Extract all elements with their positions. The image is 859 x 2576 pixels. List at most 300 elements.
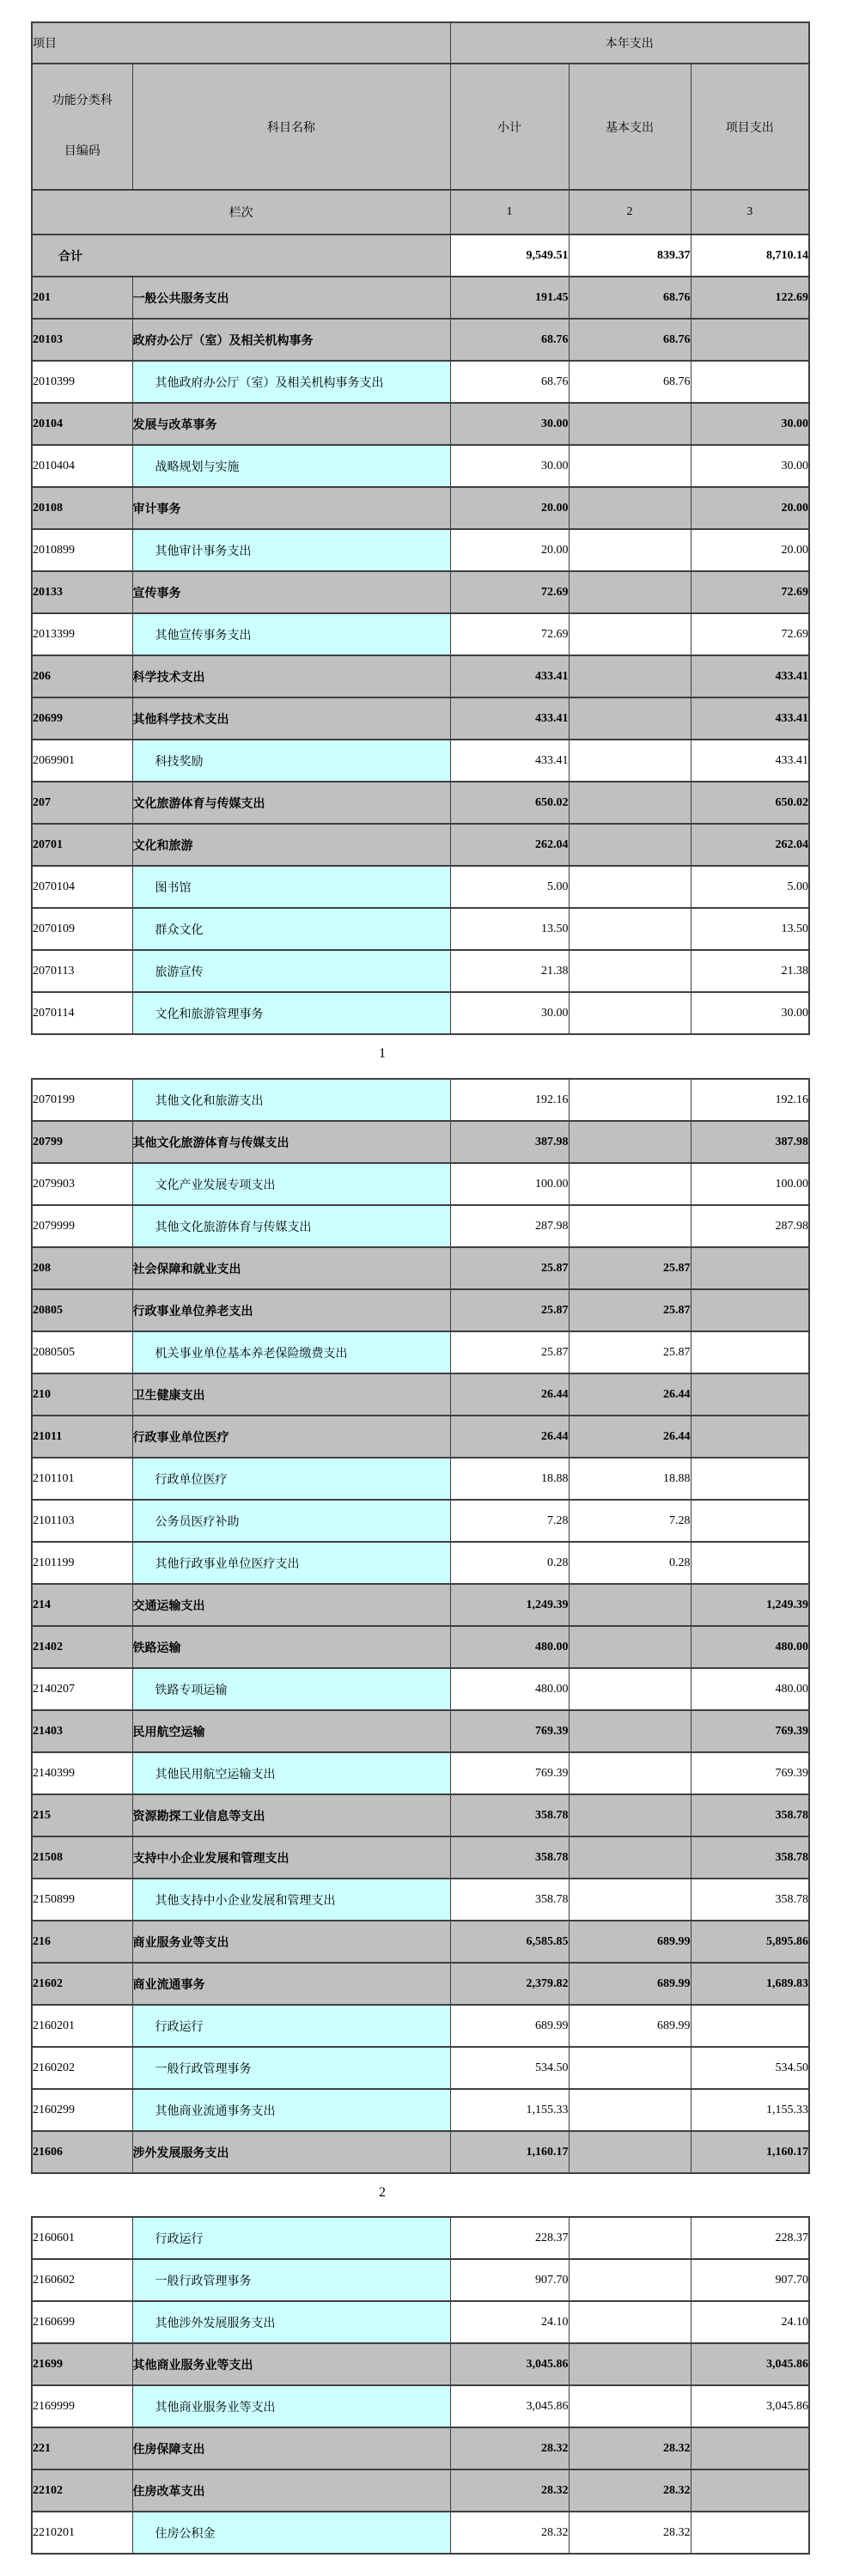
row-subtotal: 26.44 (450, 1416, 569, 1458)
row-project-expense (691, 1458, 809, 1500)
table-row (32, 1752, 809, 1794)
row-project-expense: 3,045.86 (691, 2385, 809, 2427)
row-subtotal: 262.04 (450, 824, 569, 866)
row-project-expense: 287.98 (691, 1205, 809, 1247)
row-function-code: 2210201 (32, 2512, 132, 2554)
function-code-label-line2: 目编码 (64, 145, 101, 158)
row-function-code: 2160299 (32, 2089, 132, 2131)
header-project-expense-label: 项目支出 (691, 64, 809, 190)
row-project-expense: 358.78 (691, 1879, 809, 1921)
row-basic-expense: 26.44 (569, 1416, 691, 1458)
table-row (32, 2089, 809, 2131)
row-basic-expense (569, 697, 691, 740)
row-basic-expense (569, 1079, 691, 1121)
table-row (32, 2047, 809, 2089)
row-subtotal: 433.41 (450, 697, 569, 740)
row-project-expense (691, 361, 809, 403)
row-project-expense: 650.02 (691, 782, 809, 824)
row-subtotal: 0.28 (450, 1542, 569, 1584)
row-basic-expense: 18.88 (569, 1458, 691, 1500)
row-subject-name: 审计事务 (132, 487, 450, 529)
row-basic-expense: 25.87 (569, 1247, 691, 1289)
row-subject-name: 住房改革支出 (132, 2469, 450, 2512)
table-row (32, 824, 809, 866)
row-basic-expense (569, 992, 691, 1034)
row-function-code: 21606 (32, 2131, 132, 2173)
row-subject-name: 文化和旅游管理事务 (132, 992, 450, 1034)
row-subject-name: 卫生健康支出 (132, 1373, 450, 1416)
table-row (32, 403, 809, 445)
table-row (32, 445, 809, 487)
row-function-code: 20805 (32, 1289, 132, 1331)
row-basic-expense: 68.76 (569, 277, 691, 319)
row-project-expense: 5,895.86 (691, 1921, 809, 1963)
row-project-expense: 122.69 (691, 277, 809, 319)
row-project-expense: 433.41 (691, 655, 809, 697)
column-index-3: 3 (691, 190, 809, 234)
row-subtotal: 769.39 (450, 1710, 569, 1752)
row-basic-expense (569, 1163, 691, 1205)
total-label: 合计 (32, 234, 450, 277)
row-project-expense (691, 1416, 809, 1458)
row-project-expense (691, 1331, 809, 1373)
row-subject-name: 住房保障支出 (132, 2427, 450, 2469)
row-basic-expense: 689.99 (569, 1963, 691, 2005)
row-subject-name: 其他行政事业单位医疗支出 (132, 1542, 450, 1584)
row-project-expense: 30.00 (691, 445, 809, 487)
table-row (32, 1963, 809, 2005)
row-function-code: 210 (32, 1373, 132, 1416)
row-function-code: 22102 (32, 2469, 132, 2512)
row-subtotal: 30.00 (450, 992, 569, 1034)
row-function-code: 207 (32, 782, 132, 824)
row-subtotal: 26.44 (450, 1373, 569, 1416)
total-basic: 839.37 (569, 234, 691, 277)
row-basic-expense (569, 613, 691, 655)
function-code-label-line1: 功能分类科 (52, 94, 113, 107)
table-row (32, 1584, 809, 1626)
row-subject-name: 群众文化 (132, 908, 450, 950)
table-row (32, 1794, 809, 1836)
row-subject-name: 其他宣传事务支出 (132, 613, 450, 655)
row-subject-name: 政府办公厅（室）及相关机构事务 (132, 319, 450, 361)
row-basic-expense (569, 2259, 691, 2301)
column-index-row (32, 190, 809, 234)
row-subtotal: 2,379.82 (450, 1963, 569, 2005)
row-subtotal: 769.39 (450, 1752, 569, 1794)
row-basic-expense (569, 782, 691, 824)
row-subtotal: 72.69 (450, 613, 569, 655)
row-project-expense (691, 319, 809, 361)
table-row (32, 2427, 809, 2469)
row-subject-name: 行政事业单位养老支出 (132, 1289, 450, 1331)
header-current-year-expense-label: 本年支出 (450, 22, 809, 64)
table-row (32, 487, 809, 529)
table-row (32, 2005, 809, 2047)
row-basic-expense (569, 1584, 691, 1626)
row-basic-expense (569, 529, 691, 571)
table-body-page-3 (32, 2217, 809, 2554)
row-subtotal: 30.00 (450, 445, 569, 487)
row-subject-name: 一般公共服务支出 (132, 277, 450, 319)
row-function-code: 20699 (32, 697, 132, 740)
row-function-code: 2013399 (32, 613, 132, 655)
table-row (32, 697, 809, 740)
row-project-expense: 480.00 (691, 1668, 809, 1710)
row-subtotal: 1,249.39 (450, 1584, 569, 1626)
top-margin (0, 0, 859, 21)
table-row (32, 992, 809, 1034)
row-function-code: 2080505 (32, 1331, 132, 1373)
row-basic-expense (569, 2217, 691, 2259)
row-project-expense: 192.16 (691, 1079, 809, 1121)
row-subtotal: 6,585.85 (450, 1921, 569, 1963)
row-subtotal: 100.00 (450, 1163, 569, 1205)
table-row (32, 1668, 809, 1710)
row-subtotal: 24.10 (450, 2301, 569, 2343)
table-row (32, 1836, 809, 1879)
row-subtotal: 534.50 (450, 2047, 569, 2089)
table-row (32, 866, 809, 908)
row-function-code: 2069901 (32, 740, 132, 782)
row-project-expense: 1,155.33 (691, 2089, 809, 2131)
row-basic-expense (569, 1121, 691, 1163)
table-body-page-2 (32, 1079, 809, 2173)
row-function-code: 2070199 (32, 1079, 132, 1121)
table-row (32, 1458, 809, 1500)
row-basic-expense (569, 866, 691, 908)
row-function-code: 206 (32, 655, 132, 697)
row-subtotal: 689.99 (450, 2005, 569, 2047)
row-subtotal: 68.76 (450, 361, 569, 403)
row-project-expense: 769.39 (691, 1752, 809, 1794)
row-basic-expense: 28.32 (569, 2427, 691, 2469)
table-row (32, 571, 809, 613)
row-function-code: 215 (32, 1794, 132, 1836)
table-row (32, 1921, 809, 1963)
row-subtotal: 358.78 (450, 1794, 569, 1836)
row-subtotal: 3,045.86 (450, 2343, 569, 2385)
row-basic-expense (569, 908, 691, 950)
row-subtotal: 18.88 (450, 1458, 569, 1500)
row-project-expense (691, 2512, 809, 2554)
budget-table-page-2 (31, 1078, 810, 2174)
row-basic-expense (569, 655, 691, 697)
table-row (32, 1163, 809, 1205)
row-subtotal: 358.78 (450, 1836, 569, 1879)
row-subject-name: 其他商业流通事务支出 (132, 2089, 450, 2131)
row-function-code: 21602 (32, 1963, 132, 2005)
row-function-code: 2169999 (32, 2385, 132, 2427)
row-project-expense: 433.41 (691, 740, 809, 782)
row-function-code: 221 (32, 2427, 132, 2469)
table-row (32, 740, 809, 782)
column-index-1: 1 (450, 190, 569, 234)
row-subtotal: 191.45 (450, 277, 569, 319)
row-function-code: 21402 (32, 1626, 132, 1668)
table-row (32, 1710, 809, 1752)
row-project-expense (691, 2005, 809, 2047)
row-project-expense: 3,045.86 (691, 2343, 809, 2385)
row-basic-expense: 7.28 (569, 1500, 691, 1542)
row-project-expense: 100.00 (691, 1163, 809, 1205)
row-basic-expense (569, 740, 691, 782)
row-basic-expense (569, 1626, 691, 1668)
row-project-expense: 72.69 (691, 571, 809, 613)
row-subject-name: 其他政府办公厅（室）及相关机构事务支出 (132, 361, 450, 403)
row-subject-name: 行政单位医疗 (132, 1458, 450, 1500)
row-basic-expense (569, 445, 691, 487)
row-function-code: 2070114 (32, 992, 132, 1034)
table-row (32, 1416, 809, 1458)
row-project-expense: 13.50 (691, 908, 809, 950)
table-row (32, 1079, 809, 1121)
row-subtotal: 433.41 (450, 655, 569, 697)
table-row (32, 1247, 809, 1289)
row-subtotal: 25.87 (450, 1247, 569, 1289)
row-function-code: 21699 (32, 2343, 132, 2385)
row-project-expense: 534.50 (691, 2047, 809, 2089)
row-basic-expense (569, 403, 691, 445)
row-function-code: 2010404 (32, 445, 132, 487)
row-basic-expense (569, 824, 691, 866)
table-row (32, 1289, 809, 1331)
row-subtotal: 20.00 (450, 487, 569, 529)
row-basic-expense: 26.44 (569, 1373, 691, 1416)
table-row (32, 529, 809, 571)
row-function-code: 2070109 (32, 908, 132, 950)
row-subject-name: 民用航空运输 (132, 1710, 450, 1752)
row-project-expense: 20.00 (691, 529, 809, 571)
row-basic-expense (569, 2301, 691, 2343)
row-function-code: 20133 (32, 571, 132, 613)
row-subject-name: 涉外发展服务支出 (132, 2131, 450, 2173)
row-basic-expense: 28.32 (569, 2512, 691, 2554)
row-function-code: 2010899 (32, 529, 132, 571)
table-row (32, 1626, 809, 1668)
row-project-expense (691, 2469, 809, 2512)
row-subject-name: 文化产业发展专项支出 (132, 1163, 450, 1205)
row-subject-name: 图书馆 (132, 866, 450, 908)
row-subject-name: 其他文化旅游体育与传媒支出 (132, 1121, 450, 1163)
row-subtotal: 25.87 (450, 1331, 569, 1373)
row-function-code: 20108 (32, 487, 132, 529)
table-row (32, 2301, 809, 2343)
row-subtotal: 1,155.33 (450, 2089, 569, 2131)
row-subtotal: 28.32 (450, 2512, 569, 2554)
table-row (32, 908, 809, 950)
row-project-expense: 358.78 (691, 1794, 809, 1836)
row-subject-name: 宣传事务 (132, 571, 450, 613)
row-subtotal: 20.00 (450, 529, 569, 571)
budget-table-page-3 (31, 2216, 810, 2555)
header-row-columns (32, 64, 809, 190)
table-row (32, 1373, 809, 1416)
total-row (32, 234, 809, 277)
row-function-code: 2160202 (32, 2047, 132, 2089)
row-function-code: 2160699 (32, 2301, 132, 2343)
row-function-code: 21011 (32, 1416, 132, 1458)
row-subtotal: 7.28 (450, 1500, 569, 1542)
row-project-expense (691, 1373, 809, 1416)
row-subject-name: 公务员医疗补助 (132, 1500, 450, 1542)
row-basic-expense (569, 1710, 691, 1752)
row-project-expense: 387.98 (691, 1121, 809, 1163)
row-subject-name: 其他文化和旅游支出 (132, 1079, 450, 1121)
row-basic-expense (569, 2343, 691, 2385)
table-header (32, 22, 809, 277)
row-basic-expense (569, 1752, 691, 1794)
header-row-top (32, 22, 809, 64)
row-subject-name: 旅游宣传 (132, 950, 450, 992)
row-subtotal: 28.32 (450, 2469, 569, 2512)
total-subtotal: 9,549.51 (450, 234, 569, 277)
budget-table-page-1 (31, 21, 810, 1035)
row-function-code: 20103 (32, 319, 132, 361)
row-subtotal: 30.00 (450, 403, 569, 445)
row-project-expense: 228.37 (691, 2217, 809, 2259)
table-row (32, 2131, 809, 2173)
table-row (32, 782, 809, 824)
table-row (32, 361, 809, 403)
table-row (32, 613, 809, 655)
row-project-expense: 21.38 (691, 950, 809, 992)
row-subject-name: 文化和旅游 (132, 824, 450, 866)
row-subject-name: 交通运输支出 (132, 1584, 450, 1626)
row-subject-name: 资源勘探工业信息等支出 (132, 1794, 450, 1836)
table-row (32, 1121, 809, 1163)
table-row (32, 2343, 809, 2385)
row-subject-name: 其他审计事务支出 (132, 529, 450, 571)
row-subject-name: 其他民用航空运输支出 (132, 1752, 450, 1794)
row-basic-expense: 0.28 (569, 1542, 691, 1584)
row-basic-expense: 689.99 (569, 2005, 691, 2047)
row-function-code: 20799 (32, 1121, 132, 1163)
row-function-code: 21403 (32, 1710, 132, 1752)
row-function-code: 2101103 (32, 1500, 132, 1542)
row-subject-name: 其他文化旅游体育与传媒支出 (132, 1205, 450, 1247)
table-row (32, 1331, 809, 1373)
row-project-expense: 433.41 (691, 697, 809, 740)
row-subtotal: 358.78 (450, 1879, 569, 1921)
row-function-code: 2160201 (32, 2005, 132, 2047)
row-basic-expense (569, 2385, 691, 2427)
row-subtotal: 13.50 (450, 908, 569, 950)
row-subject-name: 其他商业服务业等支出 (132, 2343, 450, 2385)
table-row (32, 277, 809, 319)
row-basic-expense: 68.76 (569, 361, 691, 403)
row-function-code: 208 (32, 1247, 132, 1289)
table-row (32, 319, 809, 361)
row-project-expense: 358.78 (691, 1836, 809, 1879)
row-project-expense: 480.00 (691, 1626, 809, 1668)
row-basic-expense (569, 1205, 691, 1247)
row-project-expense (691, 1247, 809, 1289)
row-function-code: 2140399 (32, 1752, 132, 1794)
row-project-expense (691, 2427, 809, 2469)
row-subtotal: 72.69 (450, 571, 569, 613)
row-project-expense (691, 1500, 809, 1542)
row-subject-name: 社会保障和就业支出 (132, 1247, 450, 1289)
row-project-expense: 1,249.39 (691, 1584, 809, 1626)
header-subject-name-label: 科目名称 (132, 64, 450, 190)
row-function-code: 2079999 (32, 1205, 132, 1247)
table-row (32, 1500, 809, 1542)
table-row (32, 2469, 809, 2512)
row-function-code: 2101199 (32, 1542, 132, 1584)
row-project-expense: 24.10 (691, 2301, 809, 2343)
table-row (32, 2512, 809, 2554)
row-subject-name: 机关事业单位基本养老保险缴费支出 (132, 1331, 450, 1373)
table-row (32, 655, 809, 697)
table-row (32, 1205, 809, 1247)
row-project-expense: 5.00 (691, 866, 809, 908)
row-project-expense (691, 1289, 809, 1331)
row-subject-name: 支持中小企业发展和管理支出 (132, 1836, 450, 1879)
row-project-expense: 72.69 (691, 613, 809, 655)
row-subject-name: 其他商业服务业等支出 (132, 2385, 450, 2427)
table-body-page-1 (32, 277, 809, 1034)
row-subtotal: 68.76 (450, 319, 569, 361)
table-row (32, 1542, 809, 1584)
row-subject-name: 科技奖励 (132, 740, 450, 782)
row-function-code: 2140207 (32, 1668, 132, 1710)
row-subject-name: 铁路运输 (132, 1626, 450, 1668)
row-basic-expense: 25.87 (569, 1289, 691, 1331)
row-subtotal: 480.00 (450, 1626, 569, 1668)
row-basic-expense: 689.99 (569, 1921, 691, 1963)
row-function-code: 2160601 (32, 2217, 132, 2259)
row-project-expense: 1,689.83 (691, 1963, 809, 2005)
row-subtotal: 287.98 (450, 1205, 569, 1247)
row-function-code: 20701 (32, 824, 132, 866)
row-subject-name: 发展与改革事务 (132, 403, 450, 445)
row-project-expense: 769.39 (691, 1710, 809, 1752)
row-basic-expense (569, 487, 691, 529)
row-function-code: 20104 (32, 403, 132, 445)
row-subject-name: 一般行政管理事务 (132, 2259, 450, 2301)
row-basic-expense: 68.76 (569, 319, 691, 361)
row-subject-name: 战略规划与实施 (132, 445, 450, 487)
row-subtotal: 907.70 (450, 2259, 569, 2301)
header-subtotal-label: 小计 (450, 64, 569, 190)
row-basic-expense (569, 571, 691, 613)
total-project: 8,710.14 (691, 234, 809, 277)
table-row (32, 1879, 809, 1921)
row-basic-expense (569, 2047, 691, 2089)
row-basic-expense (569, 950, 691, 992)
page-number-2: 2 (379, 2185, 386, 2200)
row-subject-name: 科学技术支出 (132, 655, 450, 697)
row-basic-expense (569, 1794, 691, 1836)
row-basic-expense: 25.87 (569, 1331, 691, 1373)
column-index-label: 栏次 (32, 190, 450, 234)
row-basic-expense (569, 2089, 691, 2131)
row-subtotal: 3,045.86 (450, 2385, 569, 2427)
row-subject-name: 一般行政管理事务 (132, 2047, 450, 2089)
header-project-label: 项目 (32, 22, 450, 64)
row-subtotal: 1,160.17 (450, 2131, 569, 2173)
row-basic-expense (569, 1668, 691, 1710)
table-row (32, 950, 809, 992)
row-project-expense: 30.00 (691, 403, 809, 445)
row-project-expense: 907.70 (691, 2259, 809, 2301)
row-function-code: 2160602 (32, 2259, 132, 2301)
row-subject-name: 铁路专项运输 (132, 1668, 450, 1710)
row-function-code: 2070113 (32, 950, 132, 992)
row-function-code: 2150899 (32, 1879, 132, 1921)
row-subject-name: 行政运行 (132, 2005, 450, 2047)
